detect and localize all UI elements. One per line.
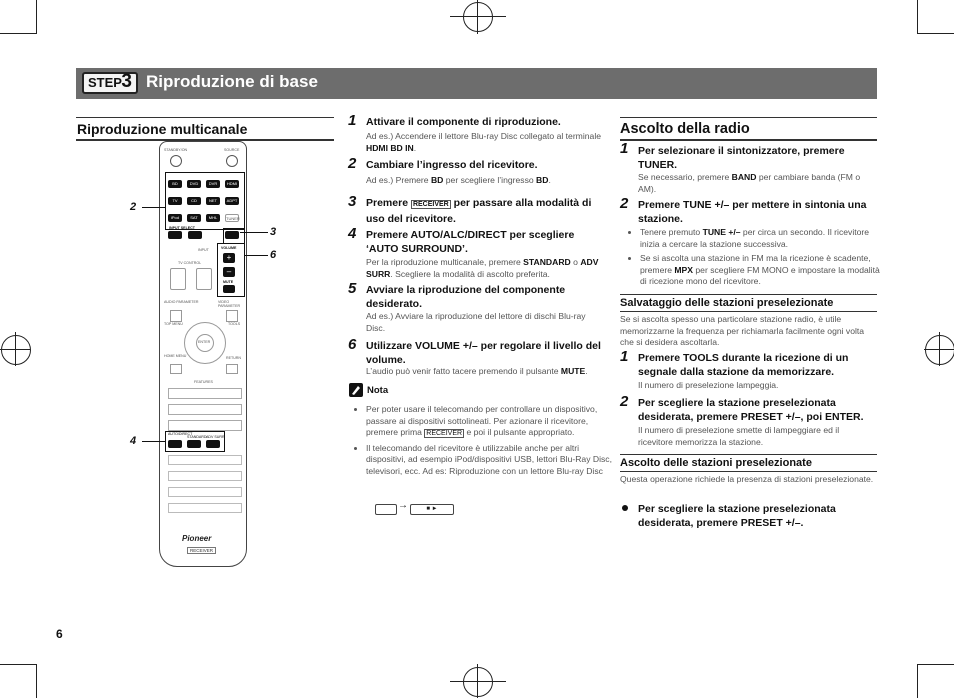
feature-buttons-row — [168, 388, 242, 399]
example-transport-buttons: ■ ► — [410, 504, 454, 515]
page-number: 6 — [56, 627, 63, 641]
note-list — [354, 404, 616, 480]
remote-label: MUTE — [223, 280, 234, 284]
source-button-mhl: MHL — [206, 214, 220, 222]
section-rule — [620, 139, 877, 141]
remote-label: VOLUME — [221, 246, 237, 250]
note-title: Nota — [367, 385, 389, 396]
arrow-icon: → — [398, 500, 408, 511]
step-body: Il numero di preselezione smette di lampeggiare ed il ricevitore memorizza la stazione. — [638, 425, 840, 447]
source-button-cd: CD — [187, 197, 201, 205]
step-heading: Attivare il componente di riproduzione. — [366, 116, 561, 128]
step-body: Ad es.) Avviare la riproduzione del lettore di dischi Blu-ray Disc. — [366, 311, 586, 333]
remote-label: FEATURES — [194, 380, 213, 384]
callout-line — [142, 207, 165, 208]
subsection-title-save-presets: Salvataggio delle stazioni preselezionate — [620, 297, 834, 309]
section-header-bar — [76, 68, 877, 99]
callout-box-source — [165, 172, 245, 230]
source-button-hdmi: HDMI — [226, 181, 238, 186]
power-icon — [170, 155, 182, 167]
step-number: 3 — [348, 193, 357, 210]
step-label: STEP — [88, 75, 122, 90]
registration-mark — [463, 2, 493, 32]
remote-label: STANDARD — [187, 435, 207, 439]
transport-buttons-row — [168, 420, 242, 431]
tv-volume-rocker — [196, 268, 212, 290]
crop-mark — [36, 664, 37, 698]
step-number: 2 — [348, 155, 357, 172]
number-row — [168, 455, 242, 465]
source-button-net: NET — [206, 197, 220, 205]
step-number: 1 — [620, 348, 629, 365]
receiver-mode-label: RECEIVER — [187, 547, 216, 554]
crop-mark — [917, 0, 918, 34]
example-button — [375, 504, 397, 515]
step-heading: Utilizzare VOLUME +/– per regolare il livello del volume. — [366, 340, 601, 366]
step-body: Il numero di preselezione lampeggia. — [638, 380, 779, 390]
section-title-multichannel: Riproduzione multicanale — [77, 121, 248, 137]
source-button-adpt: ADPT — [226, 198, 238, 203]
crop-mark — [918, 33, 954, 34]
section-rule — [620, 117, 877, 118]
step-heading: Premere TOOLS durante la ricezione di un segnale dalla stazione da memorizzare. — [638, 352, 849, 378]
remote-label: INPUT — [198, 248, 209, 252]
section-rule — [620, 471, 877, 472]
remote-label: TOP MENU — [164, 322, 183, 326]
section-title-radio: Ascolto della radio — [620, 121, 750, 137]
step-number: 3 — [121, 71, 132, 92]
step-number: 2 — [620, 393, 629, 410]
callout-line — [240, 232, 268, 233]
source-button-ipod: iPod — [168, 214, 182, 222]
remote-label: TOOLS — [228, 322, 241, 326]
subsection-intro: Questa operazione richiede la presenza di stazioni preselezionate. — [620, 474, 874, 484]
page-title: Riproduzione di base — [146, 72, 318, 91]
audio-parameter-icon — [170, 310, 182, 322]
source-button-bd: BD — [168, 180, 182, 188]
return-icon — [226, 364, 238, 374]
callout-box-volume — [217, 243, 245, 297]
section-rule — [620, 311, 877, 312]
source-power-icon — [226, 155, 238, 167]
step-number: 2 — [620, 195, 629, 212]
callout-number: 2 — [130, 201, 137, 213]
callout-box-listening — [165, 431, 225, 452]
source-button-dvd: DVD — [187, 180, 201, 188]
video-parameter-icon — [226, 310, 238, 322]
source-button-dvr: DVR — [206, 180, 220, 188]
source-button-tuner: TUNER — [226, 216, 240, 221]
section-rule — [76, 117, 334, 118]
crop-mark — [0, 664, 36, 665]
tune-bullet-item: • Tenere premuto TUNE +/– per circa un secondo. Il ricevitore inizia a cercare la stazione successiva. — [640, 227, 888, 250]
callout-line — [142, 441, 165, 442]
step-number: 4 — [348, 225, 357, 242]
tv-channel-rocker — [170, 268, 186, 290]
crop-mark — [918, 664, 954, 665]
step-number: 1 — [620, 140, 629, 157]
callout-number: 3 — [270, 226, 277, 238]
input-select-left-button — [168, 231, 182, 239]
remote-label: ADV SURR — [206, 435, 225, 439]
bullet-dot — [622, 505, 628, 511]
crop-mark — [36, 0, 37, 34]
source-button-sat: SAT — [187, 214, 201, 222]
number-row — [168, 471, 242, 481]
registration-mark — [925, 335, 954, 365]
remote-label: RETURN — [226, 356, 241, 360]
subsection-intro: Se si ascolta spesso una particolare stazione radio, è utile memorizzarne la frequenza per richiamarla facilmente ogni volta che si desidera ascoltarla. — [620, 314, 865, 347]
step-number: 1 — [348, 112, 357, 129]
subsection-title-listen-presets: Ascolto delle stazioni preselezionate — [620, 457, 812, 469]
bullet-heading: Per scegliere la stazione preselezionata desiderata, premere PRESET +/–. — [638, 503, 836, 529]
step-number: 5 — [348, 280, 357, 297]
registration-mark — [463, 667, 493, 697]
volume-up-button: + — [223, 253, 235, 263]
step-heading: Premere AUTO/ALC/DIRECT per scegliere ‘AUTO SURROUND’. — [366, 229, 575, 255]
remote-label: VIDEO PARAMETER — [218, 300, 241, 308]
step-heading: Avviare la riproduzione del componente desiderato. — [366, 284, 566, 310]
remote-control-diagram — [159, 141, 247, 567]
step-heading: Per scegliere la stazione preselezionata desiderata, premere PRESET +/–, poi ENTER. — [638, 397, 864, 423]
remote-label: INPUT SELECT — [169, 226, 195, 230]
section-rule — [620, 294, 877, 295]
remote-label: SOURCE — [224, 148, 240, 152]
step-heading: Premere TUNE +/– per mettere in sintonia una stazione. — [638, 199, 867, 225]
registration-mark — [1, 335, 31, 365]
step-body: Per la riproduzione multicanale, premere STANDARD o ADV SURR. Scegliere la modalità di ascolto preferita. — [366, 257, 599, 279]
step-body: L’audio può venir fatto tacere premendo il pulsante MUTE. — [366, 366, 588, 376]
source-button-tv: TV — [168, 197, 182, 205]
note-icon — [349, 383, 363, 397]
remote-label: ENTER — [198, 340, 211, 344]
callout-number: 6 — [270, 249, 277, 261]
callout-box-receiver — [223, 228, 245, 244]
tune-bullet-item: • Se si ascolta una stazione in FM ma la ricezione è scadente, premere MPX per scegliere FM MONO e impostare la modalità di ricezione mono del ricevitore. — [640, 253, 888, 288]
remote-label: STANDBY/ON — [164, 148, 188, 152]
brand-logo: Pioneer — [182, 534, 212, 543]
step-body: Ad es.) Premere BD per scegliere l’ingresso BD. — [366, 175, 551, 185]
remote-label: HOME MENU — [164, 354, 187, 358]
step-heading: Per selezionare il sintonizzatore, premere TUNER. — [638, 145, 845, 171]
callout-line — [244, 255, 268, 256]
remote-label: TV CONTROL — [178, 261, 202, 265]
remote-label: AUDIO PARAMETER — [164, 300, 199, 304]
home-menu-icon — [170, 364, 182, 374]
input-select-right-button — [188, 231, 202, 239]
receiver-key-label: RECEIVER — [412, 201, 449, 208]
step-body: Ad es.) Accendere il lettore Blu-ray Disc collegato al terminale HDMI BD IN. — [366, 131, 602, 153]
step-body: Se necessario, premere BAND per cambiare banda (FM o AM). — [638, 172, 861, 194]
volume-down-button: – — [223, 267, 235, 277]
note-item: • Per poter usare il telecomando per controllare un dispositivo, passare ai dispositivi sottolineati. Per azionare il ricevitore, premere prima RECEIVER e poi il pulsante appropriato. — [366, 404, 616, 440]
playback-buttons-row — [168, 404, 242, 415]
section-rule — [620, 454, 877, 455]
step-heading: Cambiare l’ingresso del ricevitore. — [366, 159, 538, 171]
step-number: 6 — [348, 336, 357, 353]
step-heading: Premere RECEIVER per passare alla modalità di uso del ricevitore. — [366, 197, 592, 225]
step-badge — [82, 72, 138, 94]
tune-bullet-list — [628, 227, 888, 291]
remote-label: AUTO/DIRECT — [168, 432, 193, 436]
number-row — [168, 503, 242, 513]
crop-mark — [0, 33, 36, 34]
number-row — [168, 487, 242, 497]
crop-mark — [917, 664, 918, 698]
note-item: • Il telecomando del ricevitore è utilizzabile anche per altri dispositivi, ad esempio iPod/dispositivi USB, lettori Blu-Ray Disc, televisori, ecc. Ad es: Riproduzione con un lettore Blu-ray Disc — [366, 443, 616, 478]
callout-number: 4 — [130, 435, 137, 447]
